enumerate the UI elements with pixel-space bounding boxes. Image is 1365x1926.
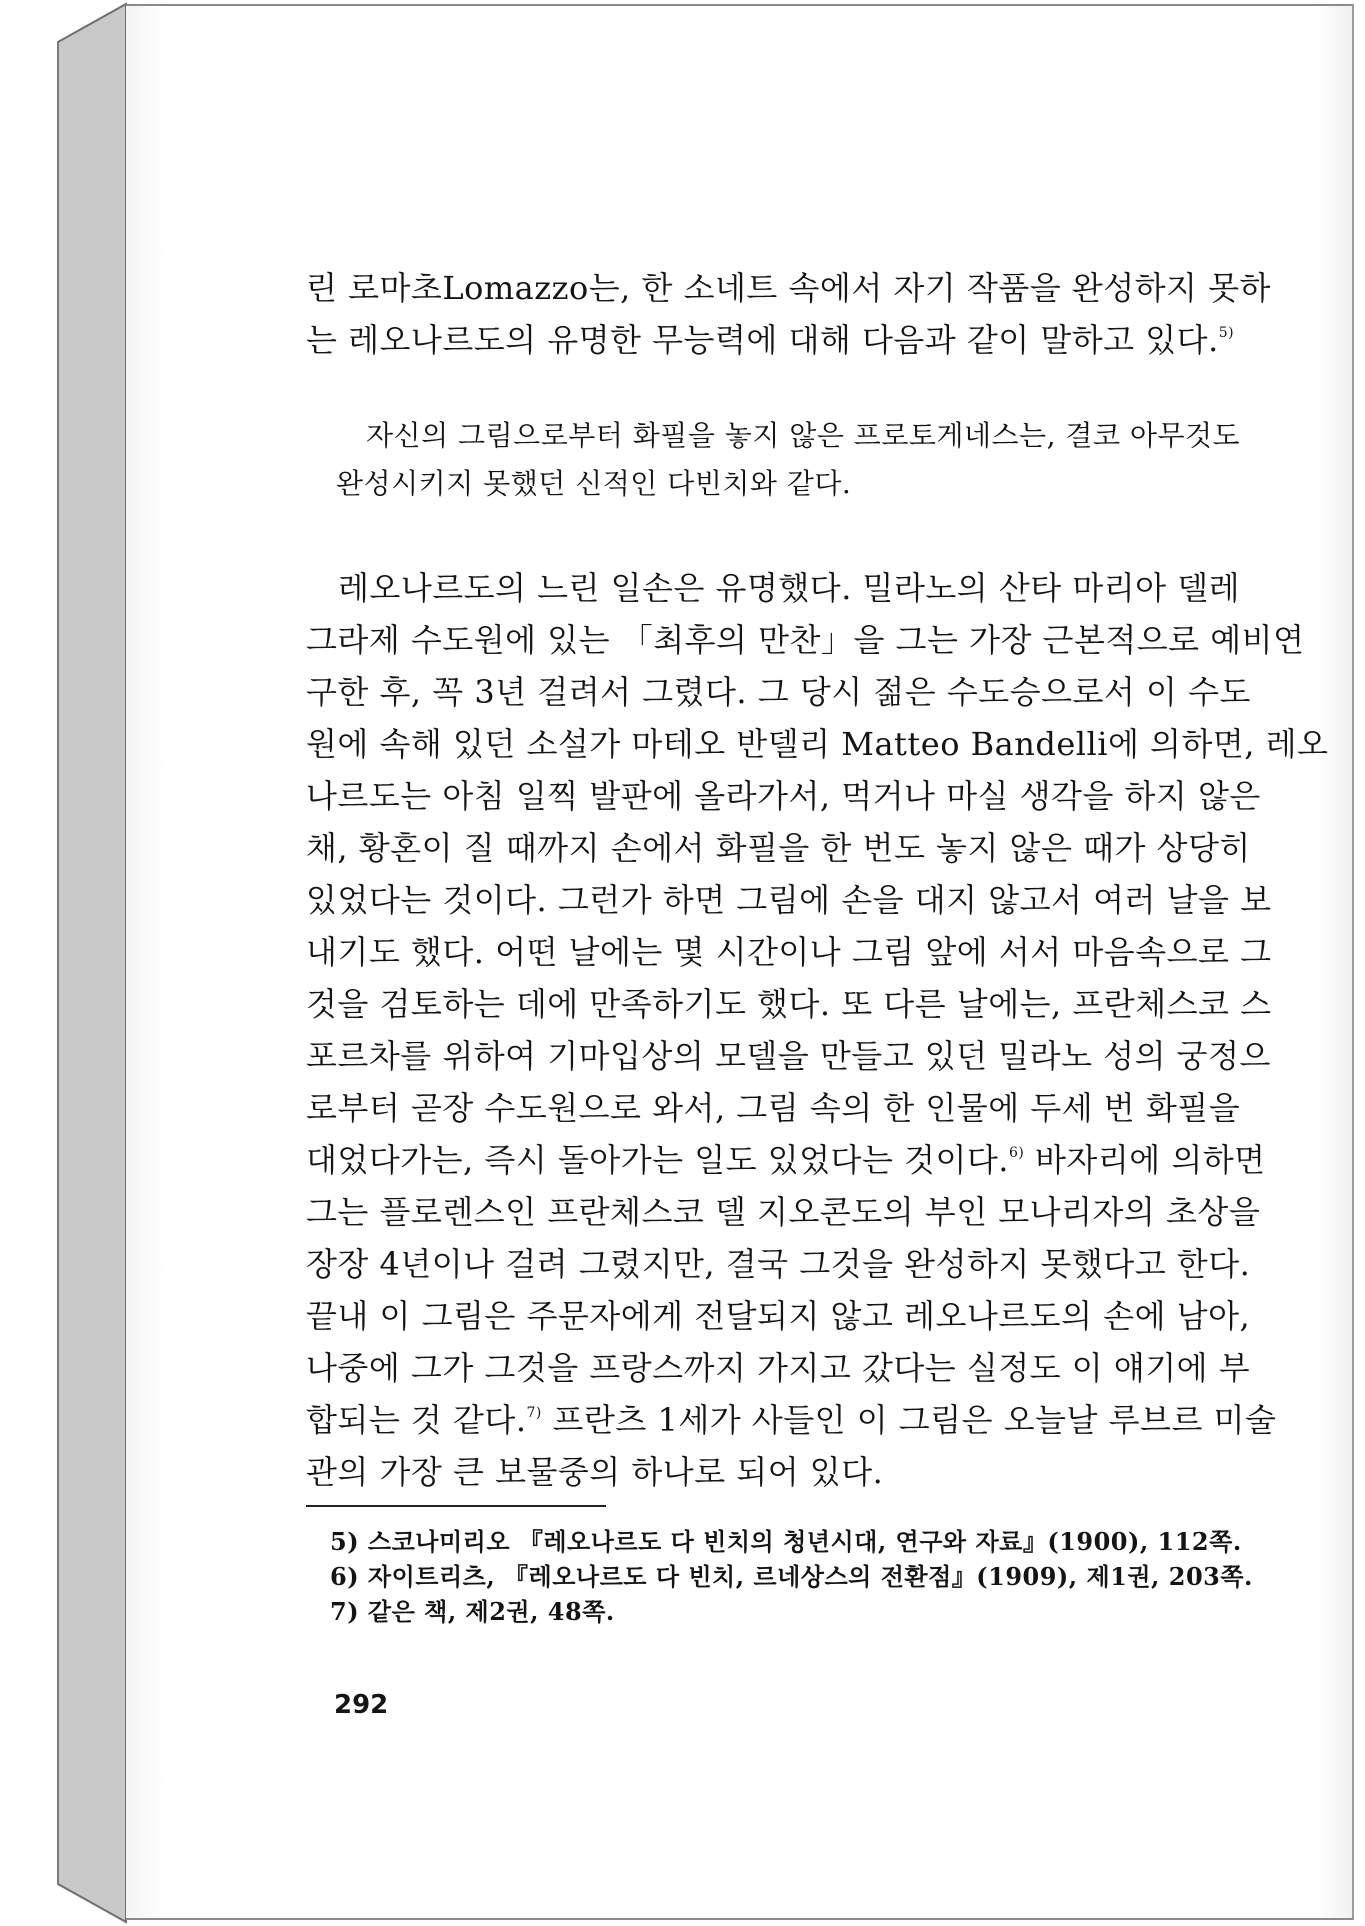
block-quote <box>306 412 1241 508</box>
book-spine <box>0 0 140 1926</box>
footnote-ref-7: 7) <box>526 1405 542 1421</box>
footnote-6: 6) 자이트리츠, 『레오나르도 다 빈치, 르네상스의 전환점』(1909), 제1권, 203쪽. <box>330 1562 1253 1591</box>
body-line-9: 것을 검토하는 데에 만족하기도 했다. 또 다른 날에는, 프란체스코 스 <box>306 985 1272 1023</box>
body-line-14: 장장 4년이나 걸려 그렸지만, 결국 그것을 완성하지 못했다고 한다. <box>306 1245 1251 1283</box>
footnote-ref-5: 5) <box>1218 325 1235 341</box>
body-line-12b: 바자리에 의하면 <box>1035 1141 1266 1179</box>
body-line-5: 나르도는 아침 일찍 발판에 올라가서, 먹거나 마실 생각을 하지 않은 <box>306 777 1261 815</box>
footnote-5: 5) 스코나미리오 『레오나르도 다 빈치의 청년시대, 연구와 자료』(1900), 112쪽. <box>330 1527 1242 1556</box>
body-line-17a: 합되는 것 같다. <box>306 1401 527 1439</box>
page-number: 292 <box>334 1690 389 1720</box>
body-line-11: 로부터 곧장 수도원으로 와서, 그림 속의 한 인물에 두세 번 화필을 <box>306 1089 1241 1127</box>
body-line-4: 원에 속해 있던 소설가 마테오 반델리 Matteo Bandelli에 의하면, 레오 <box>306 725 1329 763</box>
body-line-7: 있었다는 것이다. 그런가 하면 그림에 손을 대지 않고서 여러 날을 보 <box>306 881 1272 919</box>
footnote-7: 7) 같은 책, 제2권, 48쪽. <box>330 1597 615 1626</box>
footnote-rule <box>306 1505 606 1507</box>
footnote-ref-6: 6) <box>1008 1145 1025 1161</box>
body-line-17b: 프란츠 1세가 사들인 이 그림은 오늘날 루브르 미술 <box>552 1401 1277 1439</box>
body-line-1: 레오나르도의 느린 일손은 유명했다. 밀라노의 산타 마리아 델레 <box>338 569 1241 607</box>
body-line-13: 그는 플로렌스인 프란체스코 델 지오콘도의 부인 모나리자의 초상을 <box>306 1193 1261 1231</box>
intro-line-2-text: 는 레오나르도의 유명한 무능력에 대해 다음과 같이 말하고 있다. <box>306 321 1219 359</box>
body-line-15: 끝내 이 그림은 주문자에게 전달되지 않고 레오나르도의 손에 남아, <box>306 1297 1251 1335</box>
footnotes <box>330 1524 1253 1629</box>
body-paragraph <box>306 562 1329 1498</box>
body-line-10: 포르차를 위하여 기마입상의 모델을 만들고 있던 밀라노 성의 궁정으 <box>306 1037 1271 1075</box>
body-line-18: 관의 가장 큰 보물중의 하나로 되어 있다. <box>306 1453 884 1491</box>
quote-line-2: 완성시키지 못했던 신적인 다빈치와 같다. <box>336 467 852 500</box>
quote-line-1: 자신의 그림으로부터 화필을 놓지 않은 프로토게네스는, 결코 아무것도 <box>366 419 1241 452</box>
body-line-6: 채, 황혼이 질 때까지 손에서 화필을 한 번도 놓지 않은 때가 상당히 <box>306 829 1251 867</box>
body-line-16: 나중에 그가 그것을 프랑스까지 가지고 갔다는 실정도 이 얘기에 부 <box>306 1349 1251 1387</box>
body-line-8: 내기도 했다. 어떤 날에는 몇 시간이나 그림 앞에 서서 마음속으로 그 <box>306 933 1272 971</box>
body-line-12 <box>306 1134 1266 1186</box>
intro-line-1: 린 로마초Lomazzo는, 한 소네트 속에서 자기 작품을 완성하지 못하 <box>306 269 1271 307</box>
body-line-17 <box>306 1394 1277 1446</box>
intro-paragraph <box>306 262 1271 366</box>
body-line-3: 구한 후, 꼭 3년 걸려서 그렸다. 그 당시 젊은 수도승으로서 이 수도 <box>306 673 1251 711</box>
body-line-2: 그라제 수도원에 있는 「최후의 만찬」을 그는 가장 근본적으로 예비연 <box>306 621 1305 659</box>
body-line-12a: 대었다가는, 즉시 돌아가는 일도 있었다는 것이다. <box>306 1141 1009 1179</box>
intro-line-2 <box>306 314 1235 366</box>
